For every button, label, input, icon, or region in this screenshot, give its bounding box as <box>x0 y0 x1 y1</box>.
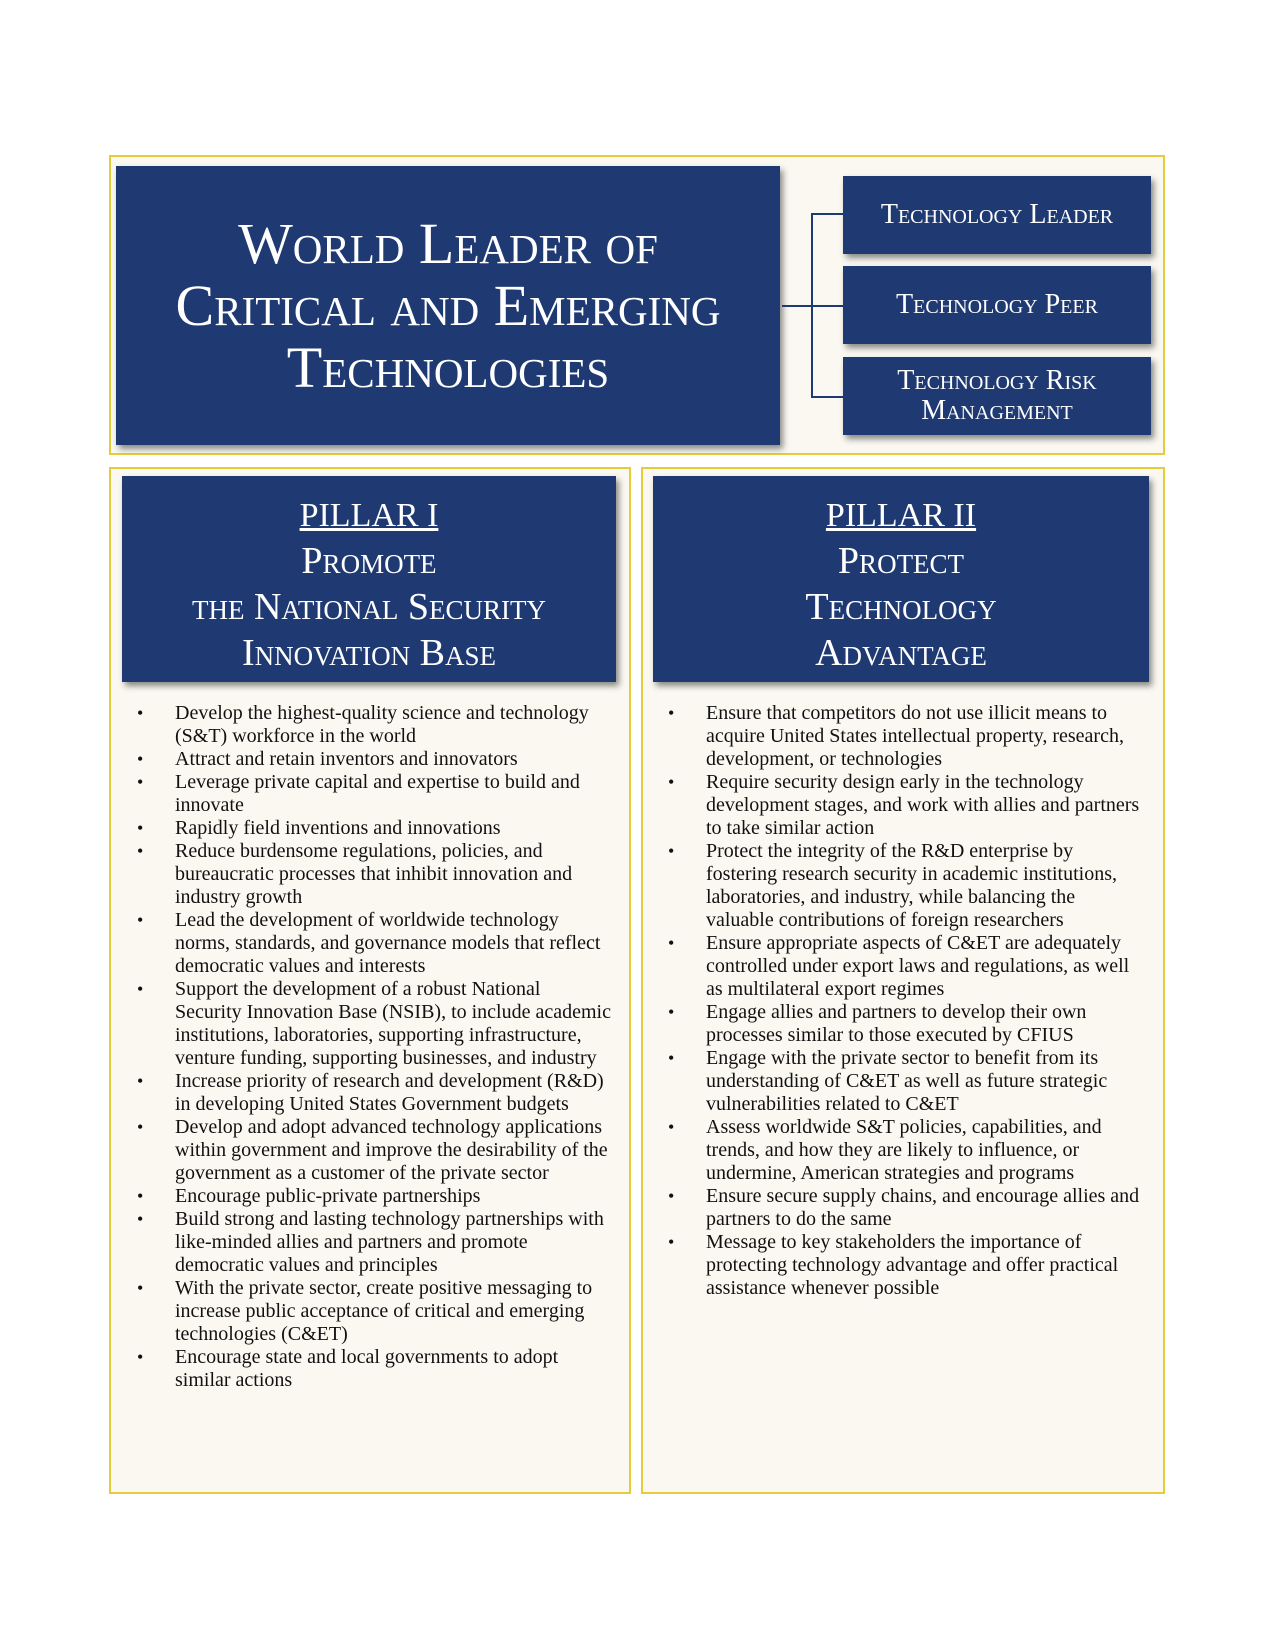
list-item: • Assess worldwide S&T policies, capabilities, and trends, and how they are likely to influence, or undermine, American strategies and programs <box>664 1116 1142 1185</box>
pillar-title-line: the National Security <box>191 586 547 628</box>
list-item: • Build strong and lasting technology partnerships with like-minded allies and partners and promote democratic values and principles <box>133 1208 611 1277</box>
pillar-2-header <box>653 476 1149 682</box>
pillar-1-bullet-list <box>133 702 611 1392</box>
level-technology-peer: Technology Peer <box>843 266 1151 344</box>
list-item: • Rapidly field inventions and innovations <box>133 817 611 840</box>
main-title: World Leader of Critical and Emerging Technologies <box>175 210 721 400</box>
list-item: • Protect the integrity of the R&D enterprise by fostering research security in academic institutions, laboratories, and industry, while balancing the valuable contributions of foreign researchers <box>664 840 1142 932</box>
list-item: • Engage allies and partners to develop their own processes similar to those executed by CFIUS <box>664 1001 1142 1047</box>
pillar-title-line: Advantage <box>815 632 987 674</box>
list-item: • Ensure appropriate aspects of C&ET are adequately controlled under export laws and regulations, as well as multilateral export regimes <box>664 932 1142 1001</box>
pillar-title-line: Promote <box>301 540 437 582</box>
main-title-box <box>116 166 780 445</box>
list-item: • Encourage state and local governments to adopt similar actions <box>133 1346 611 1392</box>
list-item: • Lead the development of worldwide technology norms, standards, and governance models that reflect democratic values and interests <box>133 909 611 978</box>
list-item: • Develop the highest-quality science and technology (S&T) workforce in the world <box>133 702 611 748</box>
list-item: • Increase priority of research and development (R&D) in developing United States Government budgets <box>133 1070 611 1116</box>
pillar-number: PILLAR II <box>825 497 977 534</box>
list-item: • Reduce burdensome regulations, policies, and bureaucratic processes that inhibit innovation and industry growth <box>133 840 611 909</box>
connector-line <box>811 396 843 398</box>
pillar-number: PILLAR I <box>299 497 439 534</box>
list-item: • Ensure secure supply chains, and encourage allies and partners to do the same <box>664 1185 1142 1231</box>
list-item: • Support the development of a robust National Security Innovation Base (NSIB), to include academic institutions, laboratories, supporting infrastructure, venture funding, supporting businesses, and industry <box>133 978 611 1070</box>
list-item: • Leverage private capital and expertise to build and innovate <box>133 771 611 817</box>
connector-line <box>782 305 811 307</box>
list-item: • Attract and retain inventors and innovators <box>133 748 611 771</box>
pillar-title-line: Innovation Base <box>241 632 496 674</box>
connector-line <box>811 305 843 307</box>
list-item: • Ensure that competitors do not use illicit means to acquire United States intellectual property, research, development, or technologies <box>664 702 1142 771</box>
pillar-1-header <box>122 476 616 682</box>
level-technology-risk-management: Technology Risk Management <box>843 357 1151 435</box>
list-item: • Require security design early in the technology development stages, and work with allies and partners to take similar action <box>664 771 1142 840</box>
list-item: • Encourage public-private partnerships <box>133 1185 611 1208</box>
list-item: • Engage with the private sector to benefit from its understanding of C&ET as well as future strategic vulnerabilities related to C&ET <box>664 1047 1142 1116</box>
pillar-title-line: Technology <box>805 586 997 628</box>
pillar-2-bullet-list <box>664 702 1142 1300</box>
level-technology-leader: Technology Leader <box>843 176 1151 254</box>
list-item: • With the private sector, create positive messaging to increase public acceptance of critical and emerging technologies (C&ET) <box>133 1277 611 1346</box>
pillar-title-line: Protect <box>837 540 965 582</box>
list-item: • Message to key stakeholders the importance of protecting technology advantage and offer practical assistance whenever possible <box>664 1231 1142 1300</box>
connector-line <box>811 213 843 215</box>
list-item: • Develop and adopt advanced technology applications within government and improve the desirability of the government as a customer of the private sector <box>133 1116 611 1185</box>
